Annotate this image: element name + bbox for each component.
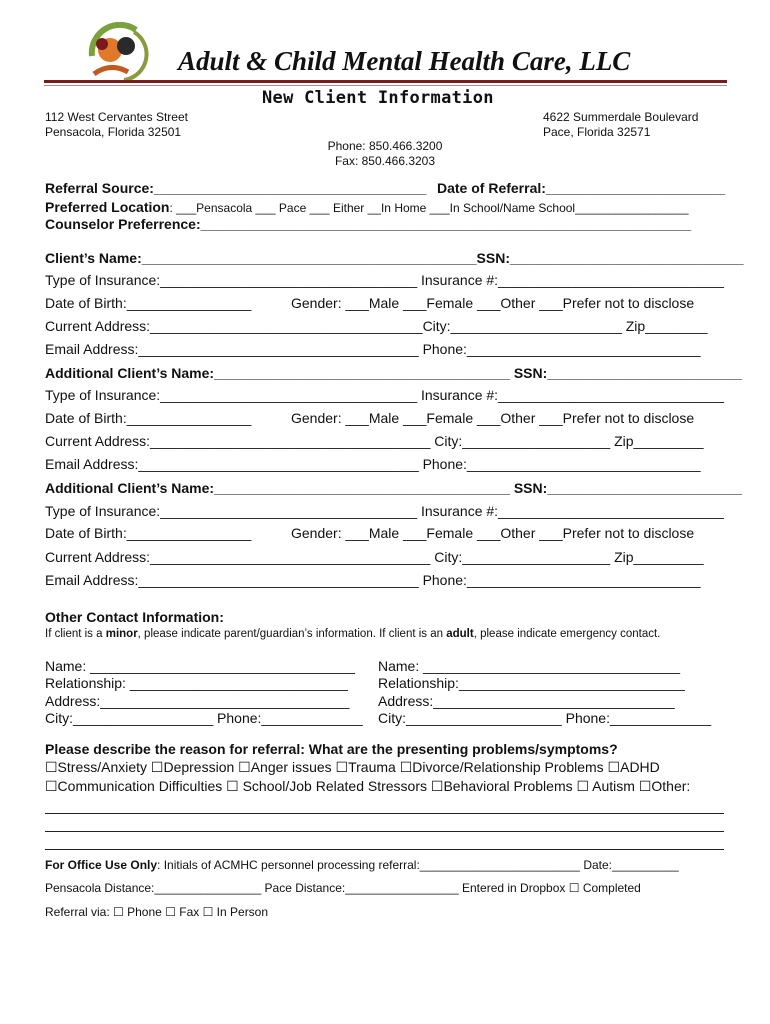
contact-left-relationship[interactable]: Relationship: ____________________________ <box>45 675 348 691</box>
referral-date-field[interactable]: Date of Referral:_______________________ <box>437 180 725 196</box>
note-text: , please indicate emergency contact. <box>473 628 661 640</box>
preferred-location-field[interactable] <box>45 199 689 215</box>
note-minor: minor <box>105 628 138 640</box>
notes-line[interactable] <box>45 831 724 832</box>
office-fax: Fax: 850.466.3203 <box>334 153 436 168</box>
additional-client-name-field[interactable] <box>45 480 742 496</box>
left-address-line: 112 West Cervantes Street <box>45 110 188 124</box>
office-use-initials[interactable] <box>45 858 679 872</box>
additional-client-name-text[interactable]: Additional Client’s Name:______________________________________ SSN:_________________________ <box>45 480 742 496</box>
note-text: , please indicate parent/guardian’s information. If client is an <box>137 628 447 640</box>
dob-field[interactable]: Date of Birth:________________ <box>45 410 252 426</box>
note-text: If client is a <box>45 628 106 640</box>
header-rule <box>44 80 727 83</box>
email-field[interactable]: Email Address:____________________________________ Phone:______________________________ <box>45 456 701 472</box>
gender-options[interactable]: Gender: ___Male ___Female ___Other ___Prefer not to disclose <box>291 295 695 311</box>
office-phone: Phone: 850.466.3200 <box>327 139 443 153</box>
note-adult: adult <box>446 628 474 640</box>
other-contact-heading: Other Contact Information: <box>45 609 224 625</box>
address-field[interactable]: Current Address:____________________________________ City:___________________ Zip_________ <box>45 433 704 449</box>
contact-right-relationship[interactable]: Relationship:_____________________________ <box>378 675 685 691</box>
dob-field[interactable]: Date of Birth:________________ <box>45 295 252 311</box>
contact-left-address[interactable]: Address:________________________________ <box>45 693 350 709</box>
contact-right-city-phone[interactable]: City:____________________ Phone:_____________ <box>378 710 712 726</box>
office-use-distance[interactable]: Pensacola Distance:________________ Pace Distance:_________________ Entered in Dropbox ☐ Completed <box>45 881 641 895</box>
notes-line[interactable] <box>45 813 724 814</box>
right-address <box>543 110 698 139</box>
referral-source-field[interactable]: Referral Source:___________________________________ <box>45 180 427 196</box>
company-name: Adult & Child Mental Health Care, LLC <box>178 46 631 76</box>
preferred-location-label: Preferred Location <box>45 199 170 215</box>
symptom-checkboxes-row2[interactable]: ☐Communication Difficulties ☐ School/Job Related Stressors ☐Behavioral Problems ☐ Autism ☐Other: <box>45 778 691 794</box>
gender-options[interactable]: Gender: ___Male ___Female ___Other ___Prefer not to disclose <box>291 410 695 426</box>
insurance-field[interactable]: Type of Insurance:_________________________________ Insurance #:_____________________________ <box>45 387 724 403</box>
other-contact-note <box>45 628 660 640</box>
dob-field[interactable]: Date of Birth:________________ <box>45 525 252 541</box>
address-field[interactable]: Current Address:___________________________________City:______________________ Zip________ <box>45 318 708 334</box>
contact-right-address[interactable]: Address:_______________________________ <box>378 693 675 709</box>
header-rule-thin <box>44 85 727 86</box>
form-title: New Client Information <box>262 88 494 108</box>
symptom-checkboxes-row1[interactable]: ☐Stress/Anxiety ☐Depression ☐Anger issues ☐Trauma ☐Divorce/Relationship Problems ☐ADHD <box>45 759 660 775</box>
insurance-field[interactable]: Type of Insurance:_________________________________ Insurance #:_____________________________ <box>45 503 724 519</box>
contact-left-name[interactable]: Name: __________________________________ <box>45 658 355 674</box>
gender-options[interactable]: Gender: ___Male ___Female ___Other ___Prefer not to disclose <box>291 525 695 541</box>
additional-client-name-field[interactable] <box>45 365 742 381</box>
right-address-line: 4622 Summerdale Boulevard <box>543 110 699 124</box>
left-address <box>45 110 188 139</box>
counselor-preference-field[interactable]: Counselor Preferrence:_______________________________________________________________ <box>45 216 692 232</box>
insurance-field[interactable]: Type of Insurance:_________________________________ Insurance #:_____________________________ <box>45 272 724 288</box>
office-use-referral-via[interactable]: Referral via: ☐ Phone ☐ Fax ☐ In Person <box>45 905 269 919</box>
address-field[interactable]: Current Address:____________________________________ City:___________________ Zip_________ <box>45 549 704 565</box>
email-field[interactable]: Email Address:____________________________________ Phone:______________________________ <box>45 341 701 357</box>
company-logo <box>84 22 156 84</box>
notes-line[interactable] <box>45 849 724 850</box>
office-contact <box>0 139 770 168</box>
preferred-location-options[interactable]: : ___Pensacola ___ Pace ___ Either __In Home ___In School/Name School_________________ <box>169 201 689 215</box>
client-name-field[interactable]: Client’s Name:___________________________________________SSN:______________________________ <box>45 250 744 266</box>
office-use-initials-text[interactable]: : Initials of ACMHC personnel processing referral:________________________ Date:__________ <box>157 858 679 872</box>
right-address-line: Pace, Florida 32571 <box>543 124 651 139</box>
left-address-line: Pensacola, Florida 32501 <box>45 124 182 139</box>
additional-client-name-text[interactable]: Additional Client’s Name:______________________________________ SSN:_________________________ <box>45 365 742 381</box>
contact-right-name[interactable]: Name: _________________________________ <box>378 658 681 674</box>
email-field[interactable]: Email Address:____________________________________ Phone:______________________________ <box>45 572 701 588</box>
reason-question: Please describe the reason for referral: What are the presenting problems/symptoms? <box>45 741 618 757</box>
office-use-label: For Office Use Only <box>45 858 158 872</box>
contact-left-city-phone[interactable]: City:__________________ Phone:_____________ <box>45 710 363 726</box>
